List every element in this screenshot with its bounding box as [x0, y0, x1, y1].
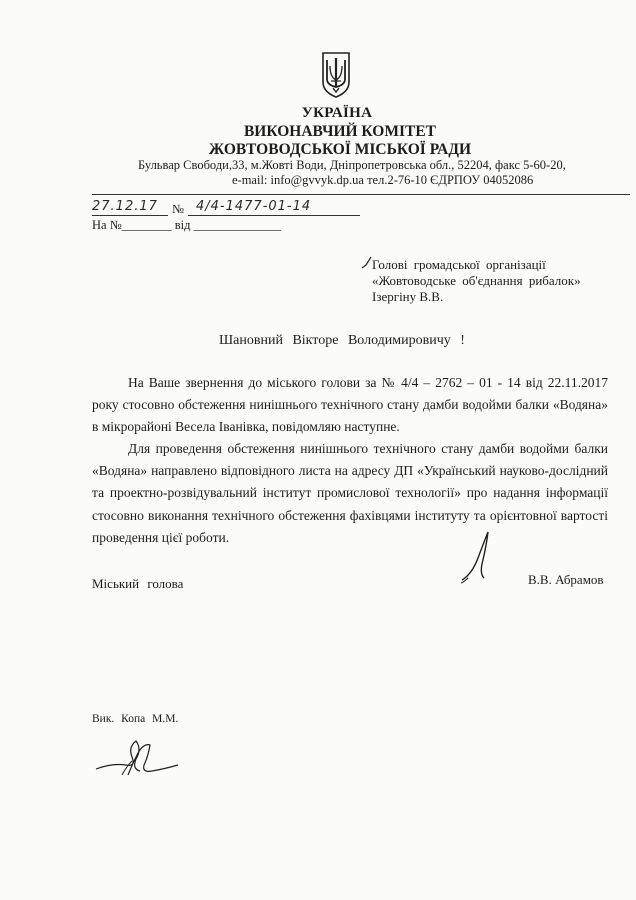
body-paragraph-2-text: Для проведення обстеження нинішнього технічного стану дамби водойми балки «Водяна» направлено відповідного листа на адресу ДП «Український науково-дослідний та проектно-розвідувальний інститут промислової технології» про надання інформації стосовно виконання технічного обстеження фахівцями інституту та орієнтовної вартості проведення цієї роботи. — [92, 441, 608, 545]
executor-signature — [92, 735, 182, 783]
registration-number-label: № — [172, 202, 184, 216]
letterhead-organization-line1: ВИКОНАВЧИЙ КОМІТЕТ — [243, 123, 437, 140]
number-underline — [188, 215, 360, 216]
body-paragraph-2 — [92, 438, 608, 549]
registration-reply-reference: На №________ від ______________ — [92, 218, 282, 232]
letterhead-organization-line2: ЖОВТОВОДСЬКОЇ МІСЬКОЇ РАДИ — [208, 141, 472, 158]
body-paragraph-1 — [92, 372, 608, 439]
tryzub-emblem-icon — [321, 52, 351, 98]
executor-note: Вик. Копа М.М. — [92, 713, 179, 725]
letterhead-address: Бульвар Свободи,33, м.Жовті Води, Дніпропетровська обл., 52204, факс 5-60-20, — [138, 158, 566, 172]
signatory-role: Міський голова — [92, 576, 184, 591]
addressee-line2: «Жовтоводське об'єднання рибалок» — [372, 273, 581, 288]
letterhead-divider — [92, 194, 630, 195]
addressee-line3: Ізергіну В.В. — [372, 289, 444, 304]
body-paragraph-1-text: На Ваше звернення до міського голови за № 4/4 – 2762 – 01 - 14 від 22.11.2017 року стосовно обстеження нинішнього технічного стану дамби водойми балки «Водяна» в мікрорайоні Весела Іванівка, повідомляю наступне. — [92, 375, 608, 435]
salutation: Шановний Вікторе Володимировичу ! — [219, 333, 465, 348]
date-underline — [92, 215, 168, 216]
registration-date: 27.12.17 — [92, 199, 158, 214]
registration-number: 4/4-1477-01-14 — [196, 199, 312, 214]
letterhead-country: УКРАЇНА — [301, 105, 373, 121]
signatory-name: В.В. Абрамов — [528, 572, 604, 587]
addressee-line1: Голові громадської організації — [372, 257, 546, 272]
handwritten-signature-mark — [458, 528, 498, 584]
letterhead-contacts: e-mail: info@gvvyk.dp.ua тел.2-76-10 ЄДРПОУ 04052086 — [232, 173, 534, 187]
registration-outgoing — [92, 199, 372, 218]
